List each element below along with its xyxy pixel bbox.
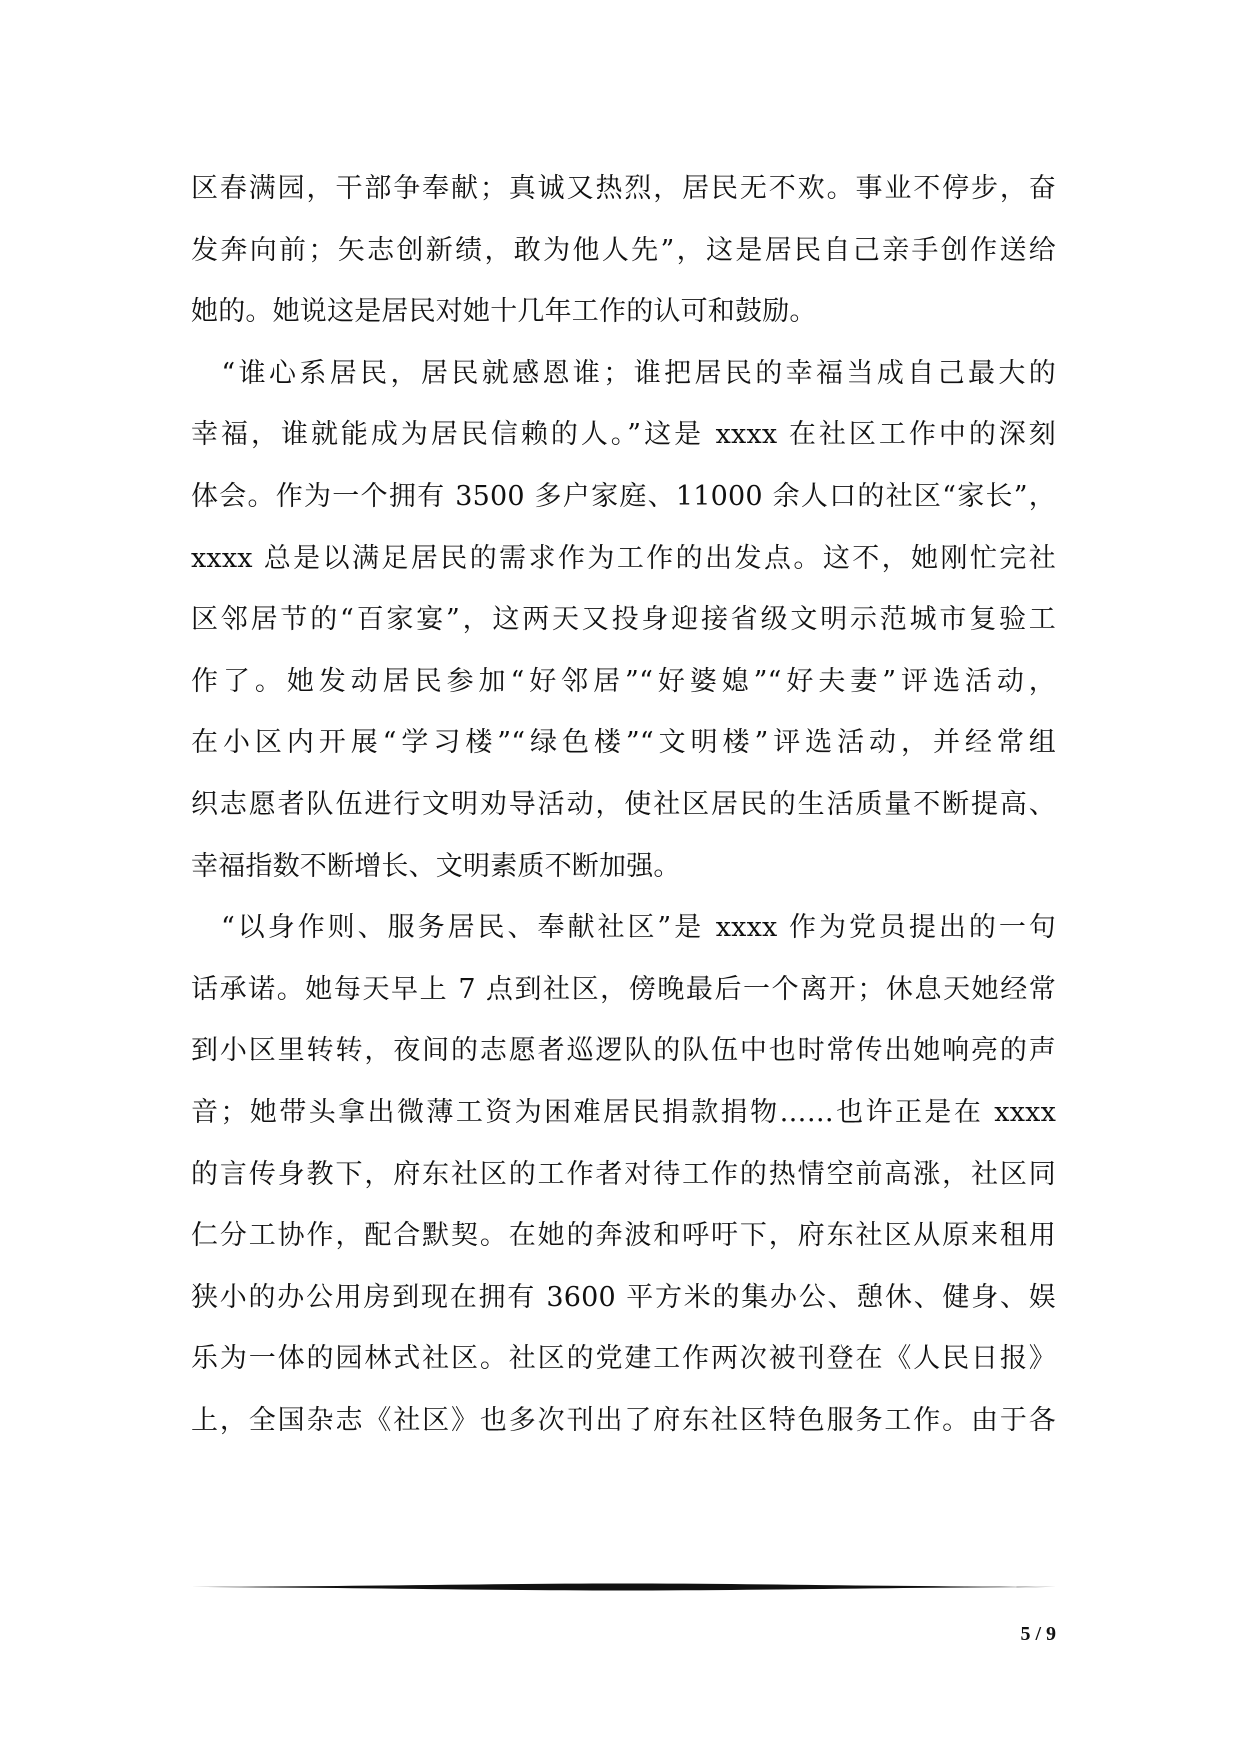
text-line: 织志愿者队伍进行文明劝导活动，使社区居民的生活质量不断提高、 xyxy=(191,788,1056,820)
text-line: 作了。她发动居民参加“好邻居”“好婆媳”“好夫妻”评选活动， xyxy=(191,665,1056,697)
text-line: 区邻居节的“百家宴”，这两天又投身迎接省级文明示范城市复验工 xyxy=(191,604,1056,636)
text-line: 区春满园，干部争奉献；真诚又热烈，居民无不欢。事业不停步，奋 xyxy=(191,173,1056,204)
text-line: 幸福，谁就能成为居民信赖的人。”这是 xxxx 在社区工作中的深刻 xyxy=(191,419,1056,451)
text-line: “谁心系居民，居民就感恩谁；谁把居民的幸福当成自己最大的 xyxy=(191,357,1056,389)
text-line: 音；她带头拿出微薄工资为困难居民捐款捐物……也许正是在 xxxx xyxy=(191,1096,1056,1128)
page-number: 5 / 9 xyxy=(1020,1623,1056,1645)
text-line: 话承诺。她每天早上 7 点到社区，傍晚最后一个离开；休息天她经常 xyxy=(191,973,1056,1005)
text-line: 她的。她说这是居民对她十几年工作的认可和鼓励。 xyxy=(191,296,817,328)
footer-rule xyxy=(191,1582,1056,1592)
text-line: xxxx 总是以满足居民的需求作为工作的出发点。这不，她刚忙完社 xyxy=(191,542,1056,574)
text-line: 乐为一体的园林式社区。社区的党建工作两次被刊登在《人民日报》 xyxy=(191,1343,1056,1375)
text-line: 到小区里转转，夜间的志愿者巡逻队的队伍中也时常传出她响亮的声 xyxy=(191,1035,1056,1067)
text-line: 狭小的办公用房到现在拥有 3600 平方米的集办公、憩休、健身、娱 xyxy=(191,1281,1056,1313)
text-line: 发奔向前；矢志创新绩，敢为他人先”，这是居民自己亲手创作送给 xyxy=(191,234,1056,266)
body-text xyxy=(191,158,1056,1451)
text-line: 的言传身教下，府东社区的工作者对待工作的热情空前高涨，社区同 xyxy=(191,1158,1056,1190)
text-line: 仁分工协作，配合默契。在她的奔波和呼吁下，府东社区从原来租用 xyxy=(191,1220,1056,1252)
text-line: 体会。作为一个拥有 3500 多户家庭、11000 余人口的社区“家长”， xyxy=(191,480,1056,512)
text-line: 上，全国杂志《社区》也多次刊出了府东社区特色服务工作。由于各 xyxy=(191,1404,1056,1436)
text-line: “以身作则、服务居民、奉献社区”是 xxxx 作为党员提出的一句 xyxy=(191,912,1056,944)
text-line: 幸福指数不断增长、文明素质不断加强。 xyxy=(191,850,681,882)
text-line: 在小区内开展“学习楼”“绿色楼”“文明楼”评选活动，并经常组 xyxy=(191,727,1056,759)
